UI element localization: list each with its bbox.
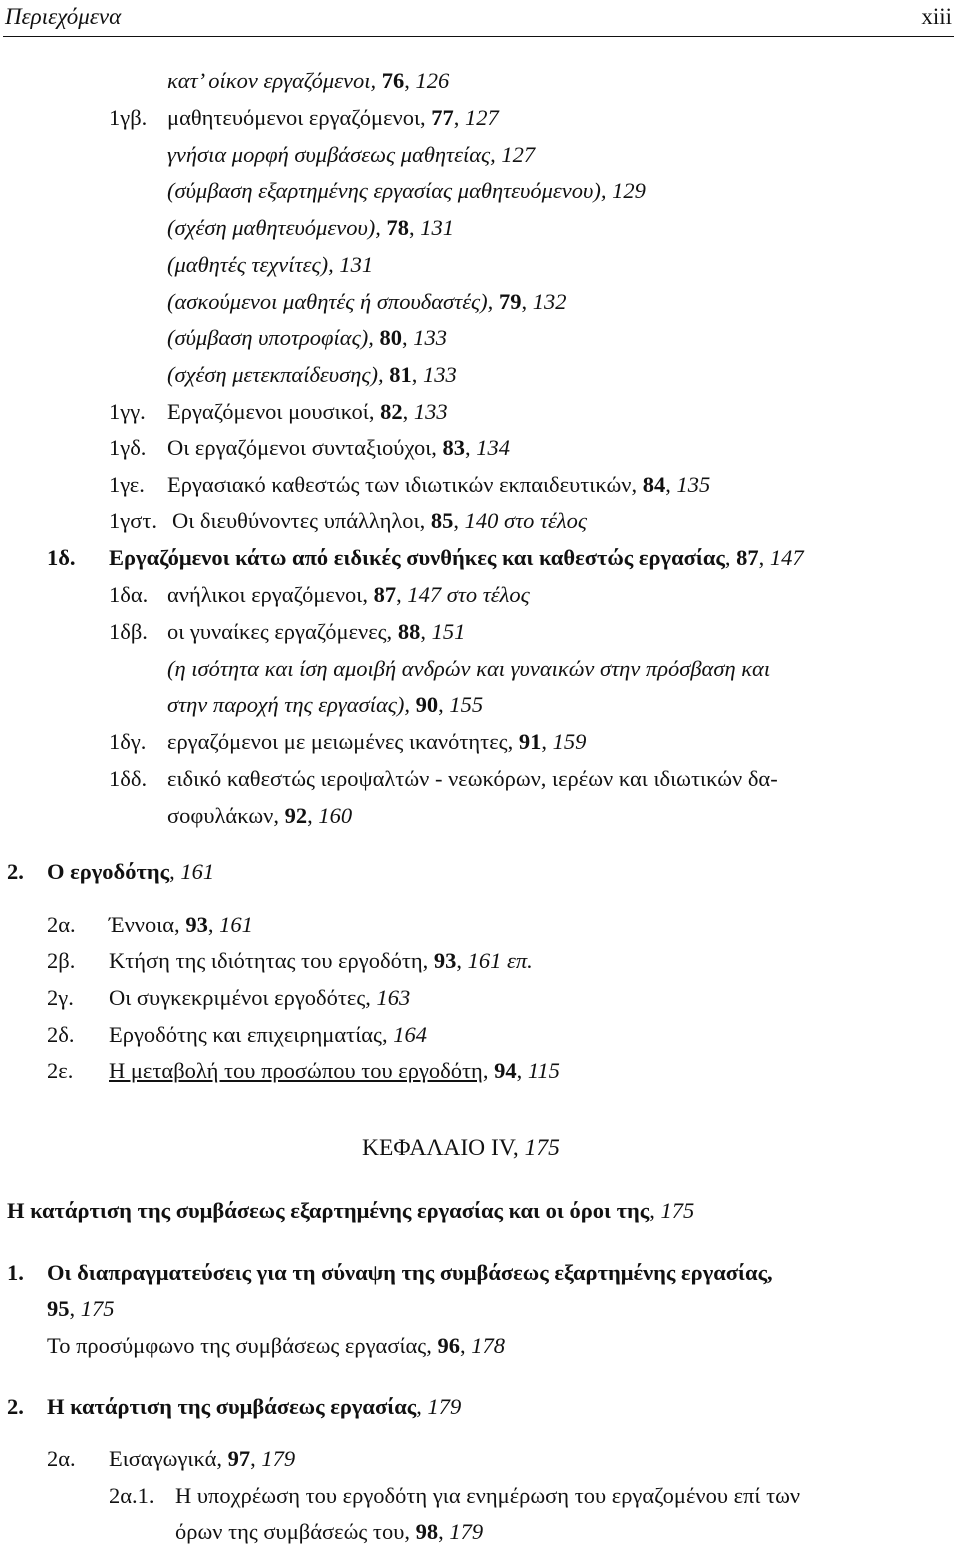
toc-entry: όρων της συμβάσεώς του, 98, 179 (175, 1519, 484, 1544)
toc-entry: (σχέση μετεκπαίδευσης), 81, 133 (167, 362, 457, 387)
toc-entry: Οι συγκεκριμένοι εργοδότες, 163 (109, 985, 411, 1010)
toc-number: 2. (7, 859, 24, 884)
toc-entry: 95, 175 (47, 1296, 115, 1321)
toc-number: 2α. (47, 912, 76, 937)
toc-entry: (σύμβαση υποτροφίας), 80, 133 (167, 325, 447, 350)
toc-entry: ειδικό καθεστώς ιεροψαλτών - νεωκόρων, ιερέων και ιδιωτικών δα- (167, 766, 778, 791)
toc-number: 2γ. (47, 985, 74, 1010)
toc-number: 2. (7, 1394, 24, 1419)
toc-entry: γνήσια μορφή συμβάσεως μαθητείας, 127 (167, 142, 536, 167)
toc-number: 2α.1. (109, 1483, 155, 1508)
toc-number: 2δ. (47, 1022, 75, 1047)
toc-entry: στην παροχή της εργασίας), 90, 155 (167, 692, 484, 717)
toc-entry: εργαζόμενοι με μειωμένες ικανότητες, 91, 159 (167, 729, 587, 754)
toc-entry: (μαθητές τεχνίτες), 131 (167, 252, 374, 277)
chapter-title: Η κατάρτιση της συμβάσεως εξαρτημένης εργασίας και οι όροι της, 175 (7, 1198, 695, 1223)
toc-entry: (ασκούμενοι μαθητές ή σπουδαστές), 79, 132 (167, 289, 567, 314)
toc-number: 1δα. (109, 582, 149, 607)
toc-entry: ανήλικοι εργαζόμενοι, 87, 147 στο τέλος (167, 582, 530, 607)
toc-number: 1γε. (109, 472, 145, 497)
toc-entry: Η υποχρέωση του εργοδότη για ενημέρωση του εργαζομένου επί των (175, 1483, 801, 1508)
toc-entry: Εισαγωγικά, 97, 179 (109, 1446, 296, 1471)
toc-entry: Η μεταβολή του προσώπου του εργοδότη, 94, 115 (109, 1058, 560, 1083)
toc-entry: σοφυλάκων, 92, 160 (167, 803, 353, 828)
toc-number: 2β. (47, 948, 76, 973)
toc-entry: Οι διευθύνοντες υπάλληλοι, 85, 140 στο τέλος (172, 508, 588, 533)
toc-entry: Εργοδότης και επιχειρηματίας, 164 (109, 1022, 427, 1047)
toc-number: 1. (7, 1260, 24, 1285)
toc-entry: Εργαζόμενοι μουσικοί, 82, 133 (167, 399, 448, 424)
toc-number: 1γστ. (109, 508, 157, 533)
page-number: xiii (921, 4, 952, 29)
toc-entry: Οι εργαζόμενοι συνταξιούχοι, 83, 134 (167, 435, 510, 460)
toc-section: Η κατάρτιση της συμβάσεως εργασίας, 179 (47, 1394, 462, 1419)
toc-entry: (σύμβαση εξαρτημένης εργασίας μαθητευόμενου), 129 (167, 178, 646, 203)
toc-number: 2ε. (47, 1058, 74, 1083)
toc-entry: Το προσύμφωνο της συμβάσεως εργασίας, 96, 178 (47, 1333, 505, 1358)
toc-entry: Κτήση της ιδιότητας του εργοδότη, 93, 161 επ. (109, 948, 533, 973)
toc-entry: (σχέση μαθητευόμενου), 78, 131 (167, 215, 455, 240)
toc-number: 1δγ. (109, 729, 147, 754)
page-header (3, 0, 954, 37)
toc-section: Οι διαπραγματεύσεις για τη σύναψη της συμβάσεως εξαρτημένης εργασίας, (47, 1260, 773, 1285)
toc-number: 1γδ. (109, 435, 147, 460)
toc-entry: Εργασιακό καθεστώς των ιδιωτικών εκπαιδευτικών, 84, 135 (167, 472, 711, 497)
toc-section: Εργαζόμενοι κάτω από ειδικές συνθήκες και καθεστώς εργασίας, 87, 147 (109, 545, 804, 570)
toc-entry: Έννοια, 93, 161 (109, 912, 253, 937)
running-head: Περιεχόμενα (5, 4, 122, 29)
toc-number: 1γβ. (109, 105, 148, 130)
toc-number: 2α. (47, 1446, 76, 1471)
toc-number: 1δβ. (109, 619, 148, 644)
toc-number: 1δ. (47, 545, 76, 570)
toc-entry: οι γυναίκες εργαζόμενες, 88, 151 (167, 619, 466, 644)
toc-entry: κατ’ οίκον εργαζόμενοι, 76, 126 (167, 68, 450, 93)
toc-number: 1γγ. (109, 399, 146, 424)
toc-section: Ο εργοδότης, 161 (47, 859, 215, 884)
toc-entry: μαθητευόμενοι εργαζόμενοι, 77, 127 (167, 105, 499, 130)
chapter-heading: ΚΕΦΑΛΑΙΟ IV, 175 (362, 1135, 560, 1161)
toc-number: 1δδ. (109, 766, 148, 791)
toc-entry: (η ισότητα και ίση αμοιβή ανδρών και γυναικών στην πρόσβαση και (167, 656, 771, 681)
